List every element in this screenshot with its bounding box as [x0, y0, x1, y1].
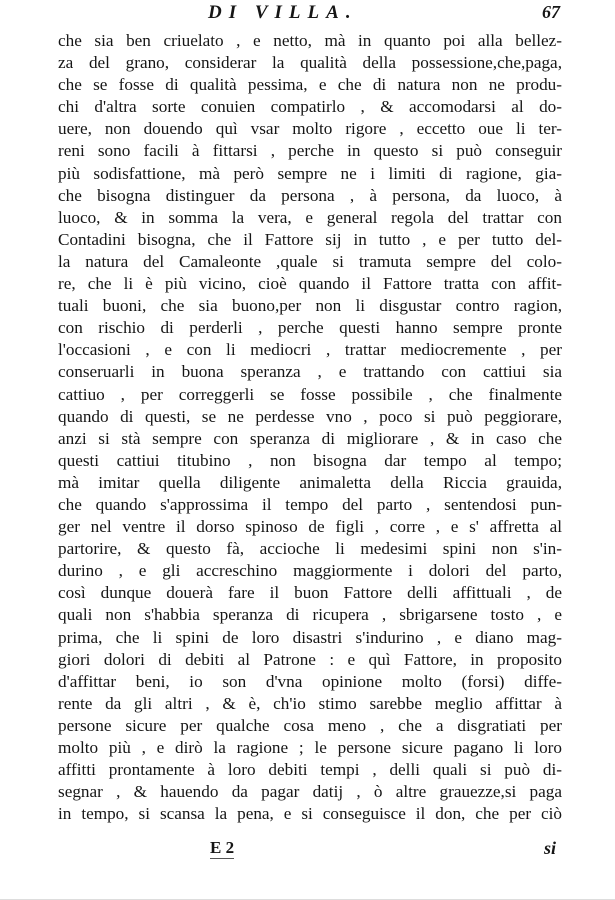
text-line: d'affittar beni, io son d'vna opinione molto (forsi) diffe-: [58, 671, 562, 691]
text-line: ger nel ventre il dorso spinoso de figli , corre , e s' affretta al: [58, 517, 562, 537]
text-line: rente da gli altri , & è, ch'io stimo sarebbe meglio affittar à: [58, 693, 562, 713]
text-line: mà imitar quella diligente animaletta della Riccia grauida,: [58, 472, 562, 492]
text-line: partorire, & questo fà, accioche li medesimi spini non s'in-: [58, 539, 562, 559]
text-line: molto più , e dirò la ragione ; le persone sicure pagano li loro: [58, 738, 562, 757]
text-line: quando di questi, se ne perdesse vno , poco si può peggiorare,: [58, 406, 562, 426]
running-title: DI VILLA.: [208, 2, 358, 23]
text-line: conseruarli in buona speranza , e trattando con cattiui sia: [58, 362, 562, 382]
text-line: re, che li è più vicino, cioè quando il Fattore tratta con affit-: [58, 274, 562, 294]
text-line: più sodisfattione, mà però sempre ne i limiti di ragione, gia-: [58, 163, 562, 183]
text-line: così dunque douerà fare il buon Fattore delli affittuali , de: [58, 583, 562, 603]
text-line: la natura del Camaleonte ,quale si tramuta sempre del colo-: [58, 251, 562, 271]
text-line: segnar , & hauendo da pagar datij , ò altre grauezze,si paga: [58, 782, 562, 802]
page-footer: [60, 838, 560, 862]
text-line: che quando s'approssima il tempo del parto , sentendosi pun-: [58, 494, 562, 514]
text-line: za del grano, considerar la qualità della possessione,che,paga,: [58, 53, 562, 73]
text-line: che se fosse di qualità pessima, e che di natura non ne produ-: [58, 75, 562, 95]
text-line: questi cattiui titubino , non bisogna dar tempo al tempo;: [58, 450, 562, 470]
page-number: 67: [542, 2, 560, 22]
catchword: si: [543, 838, 556, 858]
text-line: reni sono facili à fittarsi , perche in questo si può conseguir: [58, 141, 562, 161]
text-line: affitti prontamente à loro debiti tempi , delli quali si può di-: [58, 760, 562, 780]
text-line: in tempo, si scansa la pena, e si conseguisce il don, che per ciò: [58, 804, 562, 824]
text-line: l'occasioni , e con li mediocri , trattar mediocremente , per: [58, 340, 562, 360]
text-line: prima, che li spini de loro disastri s'indurino , e diano mag-: [58, 627, 562, 647]
text-line: Contadini bisogna, che il Fattore sij in tutto , e per tutto del-: [58, 229, 562, 249]
text-line: durino , e gli accreschino maggiormente i dolori del parto,: [58, 561, 562, 581]
text-line: che bisogna distinguer da persona , à persona, da luoco, à: [58, 185, 562, 205]
text-body: [58, 30, 562, 825]
page-header: [60, 2, 560, 24]
text-line: tuali buoni, che sia buono,per non li disgustar contro ragion,: [58, 296, 562, 316]
signature-mark: E 2: [210, 838, 235, 857]
text-line: persone sicure per qualche cosa meno , che a disgratiati per: [58, 715, 562, 735]
text-line: luoco, & in somma la vera, e general regola del trattar con: [58, 207, 562, 227]
text-line: giori dolori di debiti al Patrone : e quì Fattore, in proposito: [58, 649, 562, 669]
text-line: uere, non douendo quì vsar molto rigore , eccetto oue li ter-: [58, 119, 562, 139]
text-line: con rischio di perderli , perche questi hanno sempre pronte: [58, 318, 562, 338]
text-line: anzi si stà sempre con speranza di migliorare , & in caso che: [58, 428, 562, 448]
text-line: quali non s'habbia speranza di ricupera , sbrigarsene tosto , e: [58, 605, 562, 625]
text-line: che sia ben criuelato , e netto, mà in quanto poi alla bellez-: [58, 31, 562, 50]
text-line: cattiuo , per correggerli se fosse possibile , che finalmente: [58, 384, 562, 404]
text-line: chi d'altra sorte conuien compatirlo , & accomodarsi al do-: [58, 97, 562, 117]
